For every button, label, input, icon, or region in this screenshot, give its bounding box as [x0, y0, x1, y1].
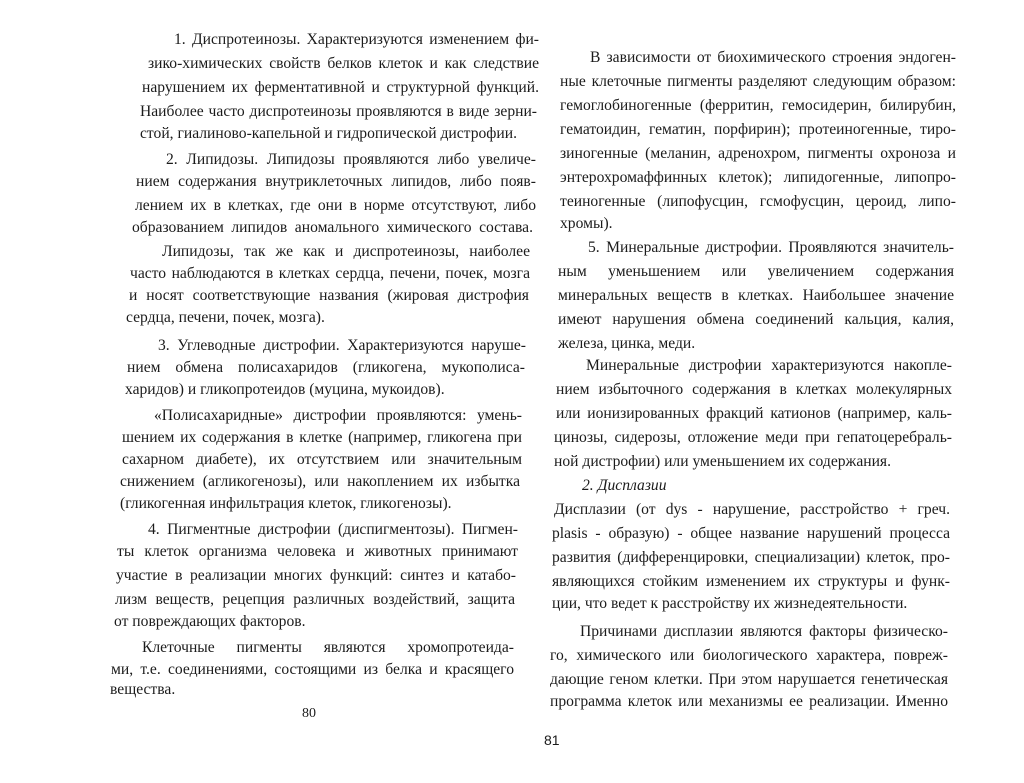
text-line: plasis - образую) - общее название нарушений процесса	[552, 525, 950, 542]
text-line: ным уменьшением или увеличением содержания	[558, 263, 954, 280]
text-line: ты клеток организма человека и животных принимают	[117, 543, 518, 560]
text-line: Наиболее часто диспротеинозы проявляются в виде зерни-	[140, 103, 537, 120]
right-page	[544, 0, 958, 783]
text-line: от повреждающих факторов.	[114, 613, 306, 630]
text-line: энтерохромаффинных клеток); липидогенные, липопро-	[560, 169, 956, 186]
text-line: участие в реализации многих функций: синтез и катабо-	[116, 567, 516, 584]
text-line: нарушением их ферментативной и структурной функций.	[142, 79, 539, 96]
text-line: часто наблюдаются в клетках сердца, печени, почек, мозга	[130, 265, 530, 282]
text-line: 2. Липидозы. Липидозы проявляются либо увеличе-	[166, 151, 536, 168]
text-line: нием обмена полисахаридов (гликогена, мукополиса-	[127, 359, 525, 376]
text-line: 5. Минеральные дистрофии. Проявляются значитель-	[588, 239, 954, 256]
text-line: являющихся стойким изменением их структуры и функ-	[552, 573, 950, 590]
text-line: ции, что ведет к расстройству их жизнедеятельности.	[552, 595, 908, 612]
text-line: Липидозы, так же как и диспротеинозы, наиболее	[162, 243, 530, 260]
text-line: Дисплазии (от dys - нарушение, расстройство + греч.	[554, 501, 950, 518]
text-line: лением их в клетках, где они в норме отсутствуют, либо	[135, 197, 536, 214]
text-line: хромы).	[560, 215, 613, 232]
text-line: железа, цинка, меди.	[558, 335, 696, 352]
text-line: дающие геном клетки. При этом нарушается генетическая	[550, 671, 948, 688]
text-line: нием избыточного содержания в клетках молекулярных	[556, 381, 952, 398]
page-number: 81	[544, 732, 560, 748]
text-line: Клеточные пигменты являются хромопротеида-	[142, 639, 514, 656]
text-line: Минеральные дистрофии характеризуются накопле-	[586, 357, 952, 374]
section-heading: 2. Дисплазии	[582, 477, 667, 494]
text-line: и носят соответствующие названия (жировая дистрофия	[129, 287, 529, 304]
text-line: Причинами дисплазии являются факторы физическо-	[580, 623, 948, 640]
text-line: цинозы, сидерозы, отложение меди при гепатоцеребраль-	[554, 429, 952, 446]
text-line: нием содержания внутриклеточных липидов, либо появ-	[136, 173, 536, 190]
text-line: шением их содержания в клетке (например, гликогена при	[122, 429, 522, 446]
text-line: снижением (агликогенозы), или накоплением их избытка	[120, 473, 520, 490]
text-line: гематоидин, гематин, порфирин); протеиногенные, тиро-	[560, 121, 956, 138]
text-line: 4. Пигментные дистрофии (диспигментозы). Пигмен-	[148, 521, 518, 538]
text-line: зиногенные (меланин, адренохром, пигменты охроноза и	[560, 145, 956, 162]
text-line: теиногенные (липофусцин, гсмофусцин, цероид, липо-	[560, 193, 956, 210]
text-line: 3. Углеводные дистрофии. Характеризуются наруше-	[158, 337, 526, 354]
text-line: В зависимости от биохимического строения эндоген-	[590, 49, 956, 66]
text-line: гемоглобиногенные (ферритин, гемосидерин, билирубин,	[560, 97, 956, 114]
text-line: 1. Диспротеинозы. Характеризуются изменением фи-	[174, 31, 539, 48]
text-line: зико-химических свойств белков клеток и как следствие	[148, 55, 539, 72]
text-line: сахарном диабете), их отсутствием или значительным	[122, 451, 522, 468]
text-line: харидов) и гликопротеидов (муцина, мукоидов).	[125, 381, 445, 398]
text-line: вещества.	[110, 681, 176, 698]
text-line: сердца, печени, почек, мозга).	[126, 309, 325, 326]
text-line: го, химического или биологического характера, повреж-	[550, 647, 948, 664]
text-line: или ионизированных фракций катионов (например, каль-	[556, 405, 952, 422]
text-line: развития (дифференцировки, специализации) клеток, про-	[552, 549, 950, 566]
text-line: минеральных веществ в клетках. Наибольшее значение	[558, 287, 954, 304]
text-line: образованием липидов аномального химического состава.	[132, 219, 533, 236]
text-line: ми, т.е. соединениями, состоящими из белка и красящего	[111, 661, 514, 678]
text-line: лизм веществ, рецепция различных воздействий, защита	[115, 591, 515, 608]
page-number: 80	[302, 706, 316, 721]
text-line: «Полисахаридные» дистрофии проявляются: умень-	[154, 407, 522, 424]
text-line: ные клеточные пигменты разделяют следующим образом:	[560, 73, 956, 90]
text-line: стой, гиалиново-капельной и гидропической дистрофии.	[140, 125, 517, 142]
text-line: имеют нарушения обмена соединений кальция, калия,	[558, 311, 954, 328]
text-line: ной дистрофии) или уменьшением их содержания.	[554, 453, 892, 470]
text-line: программа клеток или механизмы ее реализации. Именно	[550, 693, 948, 710]
left-page	[108, 0, 540, 783]
text-line: (гликогенная инфильтрация клеток, гликогенозы).	[120, 495, 452, 512]
